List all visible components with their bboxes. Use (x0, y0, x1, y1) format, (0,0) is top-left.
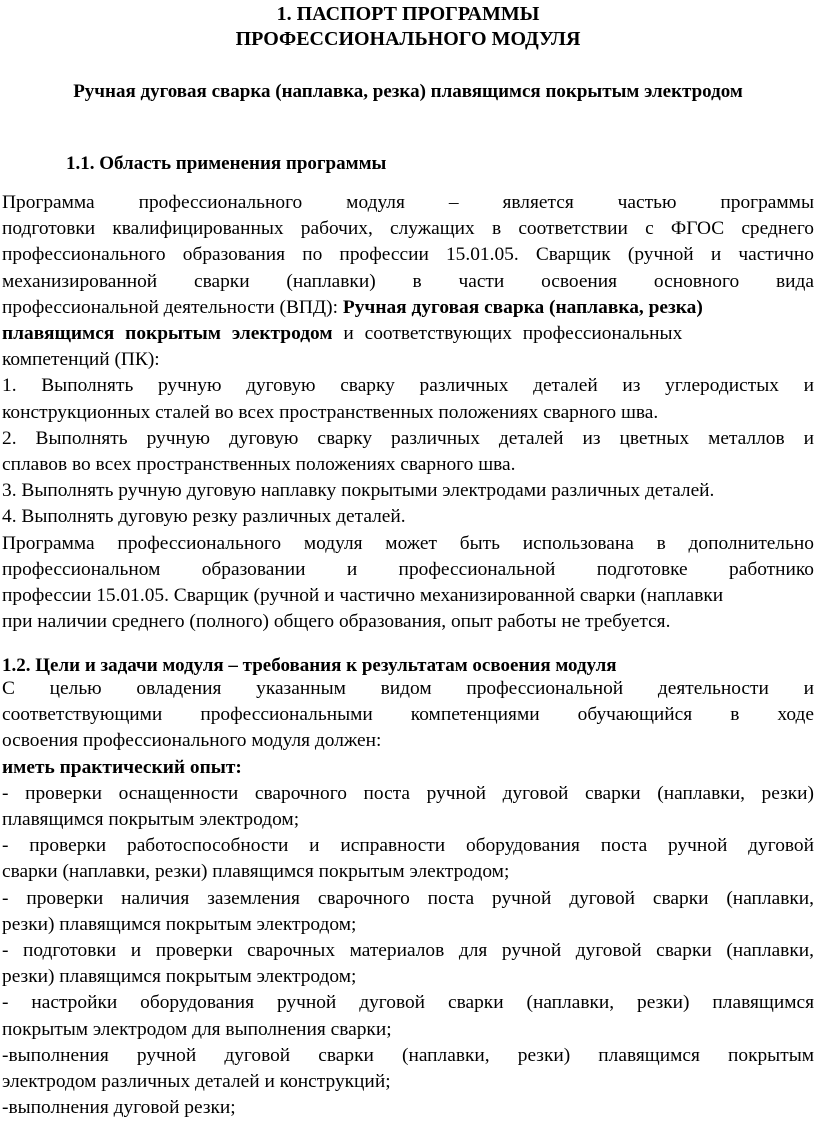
section-2-heading: 1.2. Цели и задачи модуля – требования к результатам освоения модуля (2, 655, 617, 676)
p2-line-3: профессии 15.01.05. Сварщик (ручной и частично механизированной сварки (наплавки (2, 584, 724, 606)
p1-line-4: механизированной сварки (наплавки) в части освоения основного вида (2, 270, 814, 292)
s2-p1-line-2: соответствующими профессиональными компетенциями обучающийся в ходе (2, 704, 814, 726)
section-1-body (2, 190, 814, 635)
p1-line-6 (2, 321, 814, 347)
s2-p1-line-1: С целью овладения указанным видом профессиональной деятельности и (2, 678, 814, 699)
p1-line-5-text: профессиональной деятельности (ВПД): (2, 296, 343, 318)
p1-line-7: компетенций (ПК): (2, 349, 160, 371)
p2-line-4: при наличии среднего (полного) общего образования, опыт работы не требуется. (2, 611, 671, 633)
exp-2-line-1: - проверки работоспособности и исправности оборудования поста ручной дуговой (2, 835, 814, 857)
p1-line-1: Программа профессионального модуля – является частью программы (2, 192, 814, 213)
section-2-body (2, 676, 814, 1121)
exp-3-line-2: резки) плавящимся покрытым электродом; (2, 913, 357, 935)
exp-6-line-1: -выполнения ручной дуговой сварки (наплавки, резки) плавящимся покрытым (2, 1044, 814, 1066)
p1-line-5 (2, 295, 814, 321)
item-3: 3. Выполнять ручную дуговую наплавку покрытыми электродами различных деталей. (2, 480, 715, 502)
exp-3-line-1: - проверки наличия заземления сварочного поста ручной дуговой сварки (наплавки, (2, 887, 814, 909)
experience-label: иметь практический опыт: (2, 756, 242, 778)
p1-line-6-text: и соответствующих профессиональных (332, 322, 683, 344)
section-1-heading: 1.1. Область применения программы (66, 153, 387, 174)
p1-line-6-bold: плавящимся покрытым электродом (2, 322, 333, 344)
p2-line-1: Программа профессионального модуля может быть использована в дополнительно (2, 532, 814, 554)
item-4: 4. Выполнять дуговую резку различных деталей. (2, 506, 406, 528)
subtitle: Ручная дуговая сварка (наплавка, резка) плавящимся покрытым электродом (73, 81, 743, 102)
exp-4-line-2: резки) плавящимся покрытым электродом; (2, 966, 357, 988)
s2-p1-line-3: освоения профессионального модуля должен: (2, 730, 382, 752)
title-line-1: 1. ПАСПОРТ ПРОГРАММЫ (276, 3, 540, 25)
item-2-line-1: 2. Выполнять ручную дуговую сварку различных деталей из цветных металлов и (2, 427, 814, 449)
p1-line-2: подготовки квалифицированных рабочих, служащих в соответствии с ФГОС среднего (2, 218, 814, 240)
exp-1-line-2: плавящимся покрытым электродом; (2, 808, 300, 830)
exp-2-line-2: сварки (наплавки, резки) плавящимся покрытым электродом; (2, 861, 510, 883)
item-2-line-2: сплавов во всех пространственных положениях сварного шва. (2, 453, 516, 475)
exp-4-line-1: - подготовки и проверки сварочных материалов для ручной дуговой сварки (наплавки, (2, 939, 814, 961)
p1-line-5-bold: Ручная дуговая сварка (наплавка, резка) (342, 296, 703, 318)
exp-7: -выполнения дуговой резки; (2, 1097, 236, 1119)
item-1-line-1: 1. Выполнять ручную дуговую сварку различных деталей из углеродистых и (2, 375, 814, 397)
exp-6-line-2: электродом различных деталей и конструкций; (2, 1070, 391, 1092)
exp-1-line-1: - проверки оснащенности сварочного поста ручной дуговой сварки (наплавки, резки) (2, 782, 814, 804)
exp-5-line-2: покрытым электродом для выполнения сварки; (2, 1018, 392, 1040)
p1-line-3: профессионального образования по профессии 15.01.05. Сварщик (ручной и частично (2, 244, 814, 266)
exp-5-line-1: - настройки оборудования ручной дуговой сварки (наплавки, резки) плавящимся (2, 992, 814, 1014)
item-1-line-2: конструкционных сталей во всех пространственных положениях сварного шва. (2, 401, 659, 423)
p2-line-2: профессиональном образовании и профессиональной подготовке работнико (2, 558, 814, 580)
title-line-2: ПРОФЕССИОНАЛЬНОГО МОДУЛЯ (235, 28, 581, 50)
